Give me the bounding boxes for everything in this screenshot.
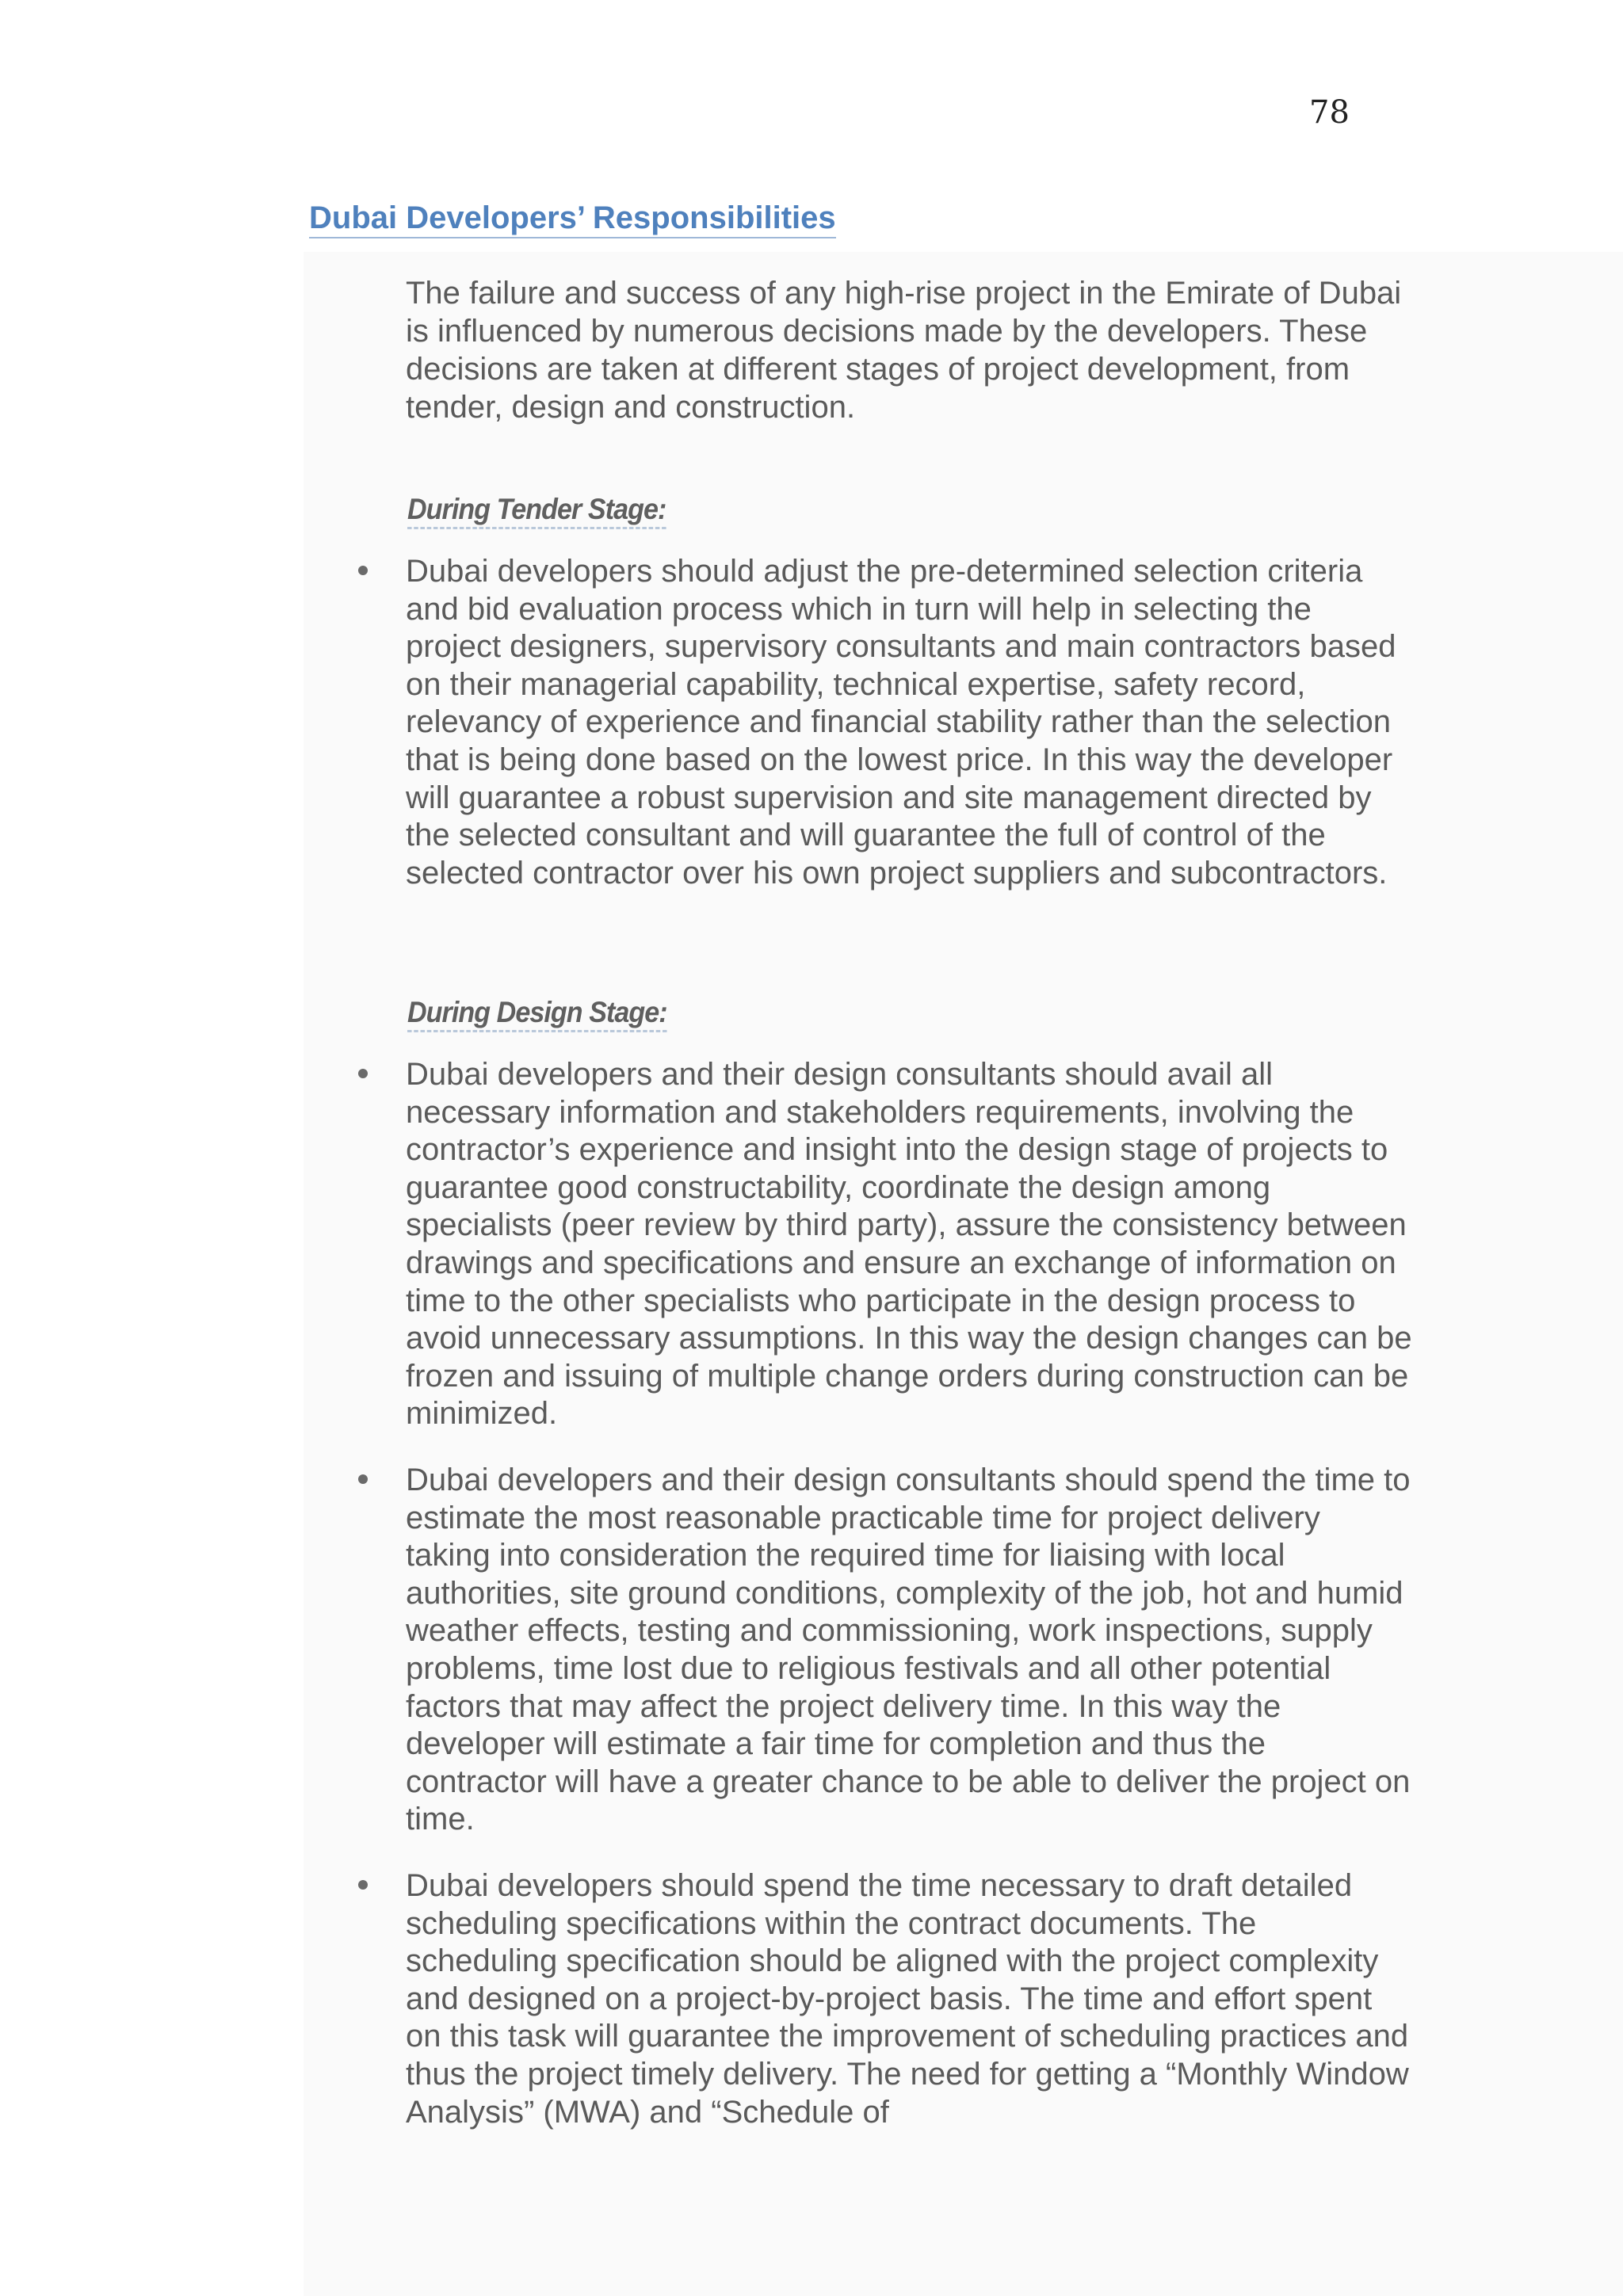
section-heading: Dubai Developers’ Responsibilities [309, 199, 836, 238]
bullet-icon [358, 566, 368, 575]
page-number: 78 [1309, 94, 1350, 131]
bullet-icon [358, 1880, 368, 1890]
intro-paragraph: The failure and success of any high-rise project in the Emirate of Dubai is influenced by numerous decisions made by the developers. These decisions are taken at different stages of project development, from tender, design and construction. [406, 276, 1402, 425]
bullet-text: Dubai developers and their design consultants should spend the time to estimate the most reasonable practicable time for project delivery taking into consideration the required time for liaising with local authorities, site ground conditions, complexity of the job, hot and humid weather effects, testing and commissioning, work inspections, supply problems, time lost due to religious festivals and all other potential factors that may affect the project delivery time. In this way the developer will estimate a fair time for completion and thus the contractor will have a greater chance to be able to deliver the project on time. [406, 1463, 1411, 1837]
bullet-text: Dubai developers should spend the time necessary to draft detailed scheduling specifications within the contract documents. The scheduling specification should be aligned with the project complexity and designed on a project-by-project basis. The time and effort spent on this task will guarantee the improvement of scheduling practices and thus the project timely delivery. The need for getting a “Monthly Window Analysis” (MWA) and “Schedule of [406, 1868, 1409, 2130]
bullet-icon [358, 1474, 368, 1484]
bullet-icon [358, 1069, 368, 1078]
design-stage-subheading: During Design Stage: [407, 995, 667, 1032]
bullet-text: Dubai developers should adjust the pre-determined selection criteria and bid evaluation process which in turn will help in selecting the project designers, supervisory consultants and main contractors based on their managerial capability, technical expertise, safety record, relevancy of experience and financial stability rather than the selection that is being done based on the lowest price. In this way the developer will guarantee a robust supervision and site management directed by the selected consultant and will guarantee the full of control of the selected contractor over his own project suppliers and subcontractors. [406, 554, 1396, 891]
tender-stage-subheading: During Tender Stage: [407, 492, 666, 529]
bullet-text: Dubai developers and their design consultants should avail all necessary information and stakeholders requirements, involving the contractor’s experience and insight into the design stage of projects to guarantee good constructability, coordinate the design among specialists (peer review by third party), assure the consistency between drawings and specifications and ensure an exchange of information on time to the other specialists who participate in the design process to avoid unnecessary assumptions. In this way the design changes can be frozen and issuing of multiple change orders during construction can be minimized. [406, 1057, 1412, 1432]
